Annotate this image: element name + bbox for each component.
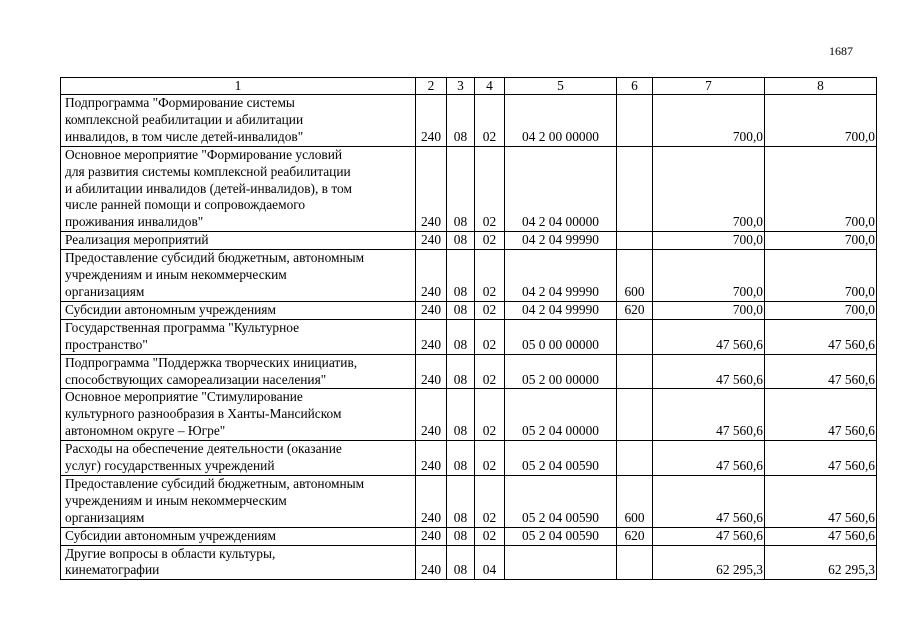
subsection-cell: 02 [475, 441, 505, 476]
header-cell-2: 2 [416, 78, 447, 95]
amount-2024-cell: 47 560,6 [653, 441, 765, 476]
header-cell-6: 6 [617, 78, 653, 95]
item-name-line: услуг) государственных учреждений [65, 458, 275, 474]
item-name-line: автономном округе – Югре" [65, 423, 226, 439]
table-row [61, 232, 877, 250]
item-name-line: организациям [65, 509, 145, 525]
table-row [61, 475, 877, 527]
table-row [61, 441, 877, 476]
admin-code-cell: 240 [416, 527, 447, 545]
item-name-line: Государственная программа "Культурное [65, 319, 300, 335]
target-article-cell: 04 2 00 00000 [505, 95, 617, 147]
item-name-cell [61, 250, 416, 302]
subsection-cell: 02 [475, 475, 505, 527]
page-number: 1687 [829, 44, 853, 58]
expense-type-cell [617, 146, 653, 232]
subsection-cell: 02 [475, 250, 505, 302]
item-name-cell [61, 95, 416, 147]
table-row [61, 146, 877, 232]
amount-2025-cell: 47 560,6 [765, 389, 877, 441]
section-cell: 08 [447, 95, 475, 147]
target-article-cell: 05 2 04 00590 [505, 441, 617, 476]
target-article-cell: 04 2 04 99990 [505, 250, 617, 302]
amount-2025-cell: 47 560,6 [765, 527, 877, 545]
item-name-line: Основное мероприятие "Формирование условий [65, 146, 343, 162]
item-name-line: учреждениям и иным некоммерческим [65, 492, 287, 508]
amount-2025-cell: 700,0 [765, 232, 877, 250]
target-article-cell [505, 545, 617, 580]
item-name-line: Расходы на обеспечение деятельности (оказание [65, 441, 342, 457]
expense-type-cell [617, 389, 653, 441]
item-name-line: кинематографии [65, 562, 160, 578]
table-row [61, 95, 877, 147]
item-name-line: учреждениям и иным некоммерческим [65, 267, 287, 283]
amount-2025-cell: 700,0 [765, 146, 877, 232]
item-name-line: Предоставление субсидий бюджетным, автономным [65, 475, 365, 491]
table-header-row [61, 78, 877, 95]
expense-type-cell [617, 545, 653, 580]
subsection-cell: 02 [475, 232, 505, 250]
amount-2025-cell: 47 560,6 [765, 319, 877, 354]
amount-2024-cell: 700,0 [653, 95, 765, 147]
table-row [61, 545, 877, 580]
header-cell-4: 4 [475, 78, 505, 95]
item-name-cell [61, 301, 416, 319]
item-name-cell [61, 354, 416, 389]
item-name-line: Другие вопросы в области культуры, [65, 545, 276, 561]
admin-code-cell: 240 [416, 95, 447, 147]
item-name-line: способствующих самореализации населения" [65, 371, 327, 387]
admin-code-cell: 240 [416, 545, 447, 580]
admin-code-cell: 240 [416, 389, 447, 441]
subsection-cell: 02 [475, 319, 505, 354]
amount-2024-cell: 62 295,3 [653, 545, 765, 580]
section-cell: 08 [447, 146, 475, 232]
item-name-line: инвалидов, в том числе детей-инвалидов" [65, 128, 304, 144]
expense-type-cell [617, 95, 653, 147]
amount-2024-cell: 47 560,6 [653, 527, 765, 545]
header-cell-3: 3 [447, 78, 475, 95]
target-article-cell: 04 2 04 99990 [505, 232, 617, 250]
item-name-cell [61, 389, 416, 441]
header-cell-7: 7 [653, 78, 765, 95]
item-name-line: Основное мероприятие "Стимулирование [65, 389, 303, 405]
item-name-line: Предоставление субсидий бюджетным, автономным [65, 250, 365, 266]
subsection-cell: 02 [475, 389, 505, 441]
table-row [61, 250, 877, 302]
item-name-line: пространство" [65, 336, 148, 352]
header-cell-1: 1 [61, 78, 416, 95]
table-row [61, 389, 877, 441]
item-name-line: Субсидии автономным учреждениям [65, 301, 276, 317]
target-article-cell: 04 2 04 99990 [505, 301, 617, 319]
admin-code-cell: 240 [416, 232, 447, 250]
admin-code-cell: 240 [416, 146, 447, 232]
item-name-line: Подпрограмма "Формирование системы [65, 95, 295, 110]
section-cell: 08 [447, 389, 475, 441]
table-row [61, 301, 877, 319]
section-cell: 08 [447, 527, 475, 545]
expense-type-cell [617, 319, 653, 354]
amount-2024-cell: 700,0 [653, 250, 765, 302]
item-name-line: и абилитации инвалидов (детей-инвалидов), в том [65, 180, 352, 196]
item-name-cell [61, 441, 416, 476]
amount-2024-cell: 47 560,6 [653, 389, 765, 441]
amount-2024-cell: 700,0 [653, 146, 765, 232]
admin-code-cell: 240 [416, 475, 447, 527]
item-name-line: проживания инвалидов" [65, 214, 204, 230]
expense-type-cell [617, 232, 653, 250]
amount-2025-cell: 700,0 [765, 250, 877, 302]
amount-2024-cell: 47 560,6 [653, 354, 765, 389]
amount-2025-cell: 700,0 [765, 95, 877, 147]
expense-type-cell: 620 [617, 301, 653, 319]
expense-type-cell: 620 [617, 527, 653, 545]
admin-code-cell: 240 [416, 441, 447, 476]
item-name-line: Реализация мероприятий [65, 232, 209, 248]
target-article-cell: 05 2 04 00000 [505, 389, 617, 441]
section-cell: 08 [447, 319, 475, 354]
subsection-cell: 02 [475, 146, 505, 232]
admin-code-cell: 240 [416, 301, 447, 319]
admin-code-cell: 240 [416, 354, 447, 389]
table-row [61, 354, 877, 389]
expense-type-cell: 600 [617, 475, 653, 527]
section-cell: 08 [447, 232, 475, 250]
admin-code-cell: 240 [416, 319, 447, 354]
amount-2025-cell: 47 560,6 [765, 354, 877, 389]
section-cell: 08 [447, 354, 475, 389]
item-name-cell [61, 146, 416, 232]
item-name-line: комплексной реабилитации и абилитации [65, 111, 304, 127]
item-name-cell [61, 527, 416, 545]
section-cell: 08 [447, 250, 475, 302]
amount-2024-cell: 47 560,6 [653, 319, 765, 354]
subsection-cell: 02 [475, 354, 505, 389]
section-cell: 08 [447, 441, 475, 476]
admin-code-cell: 240 [416, 250, 447, 302]
target-article-cell: 05 2 04 00590 [505, 475, 617, 527]
section-cell: 08 [447, 475, 475, 527]
target-article-cell: 05 2 00 00000 [505, 354, 617, 389]
table-row [61, 319, 877, 354]
subsection-cell: 02 [475, 301, 505, 319]
item-name-line: культурного разнообразия в Ханты-Мансийском [65, 406, 342, 422]
subsection-cell: 02 [475, 527, 505, 545]
item-name-cell [61, 319, 416, 354]
item-name-line: числе ранней помощи и сопровождаемого [65, 197, 306, 213]
subsection-cell: 04 [475, 545, 505, 580]
amount-2024-cell: 700,0 [653, 301, 765, 319]
expense-type-cell: 600 [617, 250, 653, 302]
amount-2025-cell: 47 560,6 [765, 441, 877, 476]
item-name-line: организациям [65, 283, 145, 299]
target-article-cell: 05 2 04 00590 [505, 527, 617, 545]
item-name-line: Подпрограмма "Поддержка творческих инициатив, [65, 354, 358, 370]
item-name-cell [61, 475, 416, 527]
section-cell: 08 [447, 301, 475, 319]
amount-2024-cell: 700,0 [653, 232, 765, 250]
item-name-cell [61, 232, 416, 250]
subsection-cell: 02 [475, 95, 505, 147]
expense-type-cell [617, 441, 653, 476]
table-row [61, 527, 877, 545]
budget-table [60, 77, 877, 580]
expense-type-cell [617, 354, 653, 389]
amount-2025-cell: 47 560,6 [765, 475, 877, 527]
target-article-cell: 05 0 00 00000 [505, 319, 617, 354]
target-article-cell: 04 2 04 00000 [505, 146, 617, 232]
amount-2025-cell: 62 295,3 [765, 545, 877, 580]
header-cell-5: 5 [505, 78, 617, 95]
header-cell-8: 8 [765, 78, 877, 95]
item-name-cell [61, 545, 416, 580]
item-name-line: Субсидии автономным учреждениям [65, 527, 276, 543]
section-cell: 08 [447, 545, 475, 580]
amount-2024-cell: 47 560,6 [653, 475, 765, 527]
item-name-line: для развития системы комплексной реабилитации [65, 163, 351, 179]
amount-2025-cell: 700,0 [765, 301, 877, 319]
